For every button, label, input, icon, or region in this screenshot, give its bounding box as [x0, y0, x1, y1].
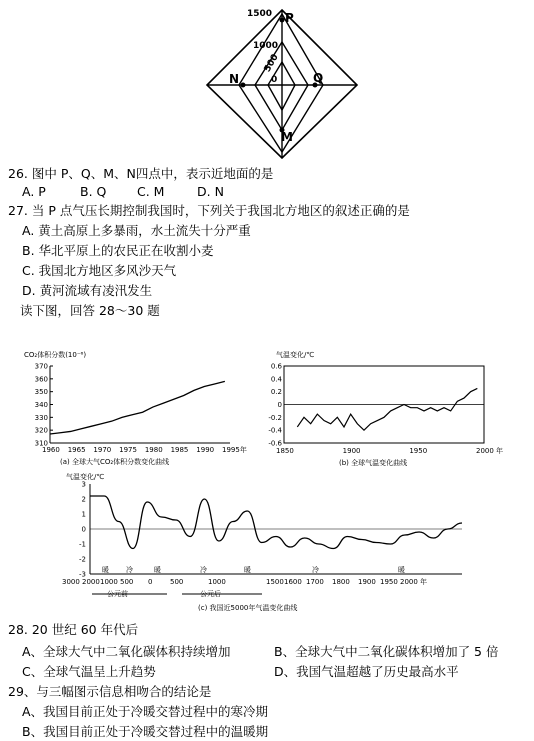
- q26-option-c: C. M: [137, 184, 165, 199]
- tick-1000: 1000: [253, 41, 279, 51]
- q28-option-d: D、我国气温超越了历史最高水平: [274, 664, 459, 679]
- q26-option-b: B. Q: [80, 184, 107, 199]
- chart-c-xtick: 2000 年: [400, 578, 428, 586]
- chart-c-xtick: 1700: [306, 578, 324, 586]
- chart-a-ytick: 370: [34, 362, 48, 371]
- point-n-label: N: [229, 72, 240, 86]
- q27-option-d: D. 黄河流域有凌汛发生: [22, 283, 153, 298]
- chart-c-series-line: [90, 496, 462, 549]
- point-q-label: Q: [313, 71, 324, 85]
- chart-b-ytick: -0.6: [268, 439, 282, 448]
- chart-c-ytick: 1: [81, 510, 86, 519]
- tick-0: 0: [271, 75, 278, 85]
- chart-c-era-ce: 公元后: [200, 590, 221, 598]
- chart-c-title: (c) 我国近5000年气温变化曲线: [198, 604, 298, 612]
- point-m-label: M: [281, 130, 293, 144]
- chart-b-xtick: 1850: [276, 447, 294, 455]
- chart-c-xtick: 1600: [284, 578, 302, 586]
- chart-a-xtick: 1995年: [222, 446, 247, 454]
- chart-b-xtick: 1950: [409, 447, 428, 455]
- chart-c-period-label: 暖: [154, 566, 161, 574]
- chart-b-xtick: 2000 年: [476, 447, 504, 455]
- chart-c-xtick: 1000: [100, 578, 118, 586]
- chart-b-ytick: 0.4: [270, 375, 282, 384]
- chart-c-xtick: 1950: [380, 578, 398, 586]
- chart-c-xtick: 500: [170, 578, 184, 586]
- chart-c-xtick: 0: [148, 578, 153, 586]
- chart-a-xtick: 1970: [93, 446, 112, 454]
- q28-option-c: C、全球气温呈上升趋势: [22, 664, 156, 679]
- chart-c-xtick: 1000: [208, 578, 226, 586]
- q29-option-a: A、我国目前正处于冷暖交替过程中的寒冷期: [22, 704, 269, 719]
- chart-a-ylabel: CO₂体积分数(10⁻⁶): [24, 351, 87, 359]
- chart-c-ytick: 2: [81, 495, 86, 504]
- chart-a-title: (a) 全球大气CO₂体积分数变化曲线: [60, 458, 170, 466]
- chart-b-ytick: -0.4: [268, 426, 282, 435]
- chart-a-xtick: 1960: [42, 446, 60, 454]
- point-p-label: P: [285, 11, 294, 25]
- chart-a-xtick: 1965: [67, 446, 86, 454]
- chart-b-series-line: [297, 388, 477, 430]
- chart-a-xtick: 1985: [170, 446, 189, 454]
- tick-1500: 1500: [247, 9, 273, 19]
- q26-stem: 26. 图中 P、Q、M、N四点中，表示近地面的是: [8, 166, 274, 181]
- q29-stem: 29、与三幅图示信息相吻合的结论是: [8, 684, 212, 699]
- chart-a-series-line: [50, 381, 225, 434]
- q26-option-d: D. N: [197, 184, 224, 199]
- chart-c-period-label: 暖: [244, 566, 251, 574]
- q28-option-a: A、全球大气中二氧化碳体积持续增加: [22, 644, 231, 659]
- chart-c-period-label: 暖: [398, 566, 405, 574]
- q26-option-a: A. P: [22, 184, 46, 199]
- chart-china-5000: [62, 470, 502, 615]
- chart-c-ytick: 0: [81, 525, 86, 534]
- chart-b-ytick: 0.6: [270, 362, 282, 371]
- chart-c-period-label: 暖: [102, 566, 109, 574]
- chart-c-xtick: 3000: [62, 578, 80, 586]
- chart-a-ytick: 330: [34, 413, 48, 422]
- q27-option-a: A. 黄土高原上多暴雨，水土流失十分严重: [22, 223, 251, 238]
- chart-c-xtick: 1800: [332, 578, 350, 586]
- chart-b-ytick: -0.2: [268, 413, 282, 422]
- q28-stem: 28. 20 世纪 60 年代后: [8, 622, 139, 637]
- chart-c-xtick: 2000: [82, 578, 100, 586]
- chart-a-ytick: 350: [34, 388, 48, 397]
- chart-c-ytick: -2: [79, 555, 86, 564]
- chart-a-xtick: 1990: [196, 446, 215, 454]
- chart-a-xtick: 1980: [144, 446, 163, 454]
- q27-option-c: C. 我国北方地区多风沙天气: [22, 263, 177, 278]
- chart-c-xtick: 500: [120, 578, 134, 586]
- chart-c-ytick: 3: [81, 480, 86, 489]
- tick-500: 500: [262, 52, 281, 74]
- chart-global-temp: [262, 348, 517, 468]
- isobar-diagram: [195, 2, 370, 162]
- intro-text: 读下图，回答 28～30 题: [20, 303, 160, 318]
- chart-c-ylabel: 气温变化/℃: [66, 473, 105, 481]
- chart-a-ytick: 360: [34, 375, 48, 384]
- q28-option-b: B、全球大气中二氧化碳体积增加了 5 倍: [274, 644, 499, 659]
- chart-b-title: (b) 全球气温变化曲线: [339, 459, 408, 467]
- chart-co2: [22, 348, 247, 468]
- chart-b-xtick: 1900: [342, 447, 361, 455]
- q27-option-b: B. 华北平原上的农民正在收割小麦: [22, 243, 214, 258]
- chart-a-ytick: 340: [34, 401, 48, 409]
- chart-b-ylabel: 气温变化/℃: [276, 351, 315, 359]
- chart-c-period-label: 冷: [200, 566, 207, 574]
- chart-b-ytick: 0.2: [270, 388, 282, 397]
- chart-a-xtick: 1975: [119, 446, 137, 454]
- chart-c-ytick: -3: [79, 570, 86, 579]
- chart-c-xtick: 1500: [266, 578, 284, 586]
- chart-c-era-bce: 公元前: [107, 590, 128, 598]
- q27-stem: 27. 当 P 点气压长期控制我国时，下列关于我国北方地区的叙述正确的是: [8, 203, 410, 218]
- chart-c-xtick: 1900: [358, 578, 376, 586]
- chart-a-ytick: 310: [34, 439, 48, 448]
- chart-c-period-label: 冷: [126, 566, 133, 574]
- chart-b-ytick: 0: [277, 401, 282, 409]
- chart-c-period-label: 冷: [312, 566, 319, 574]
- chart-c-ytick: -1: [79, 540, 86, 549]
- chart-a-ytick: 320: [34, 426, 48, 435]
- q29-option-b: B、我国目前正处于冷暖交替过程中的温暖期: [22, 724, 269, 739]
